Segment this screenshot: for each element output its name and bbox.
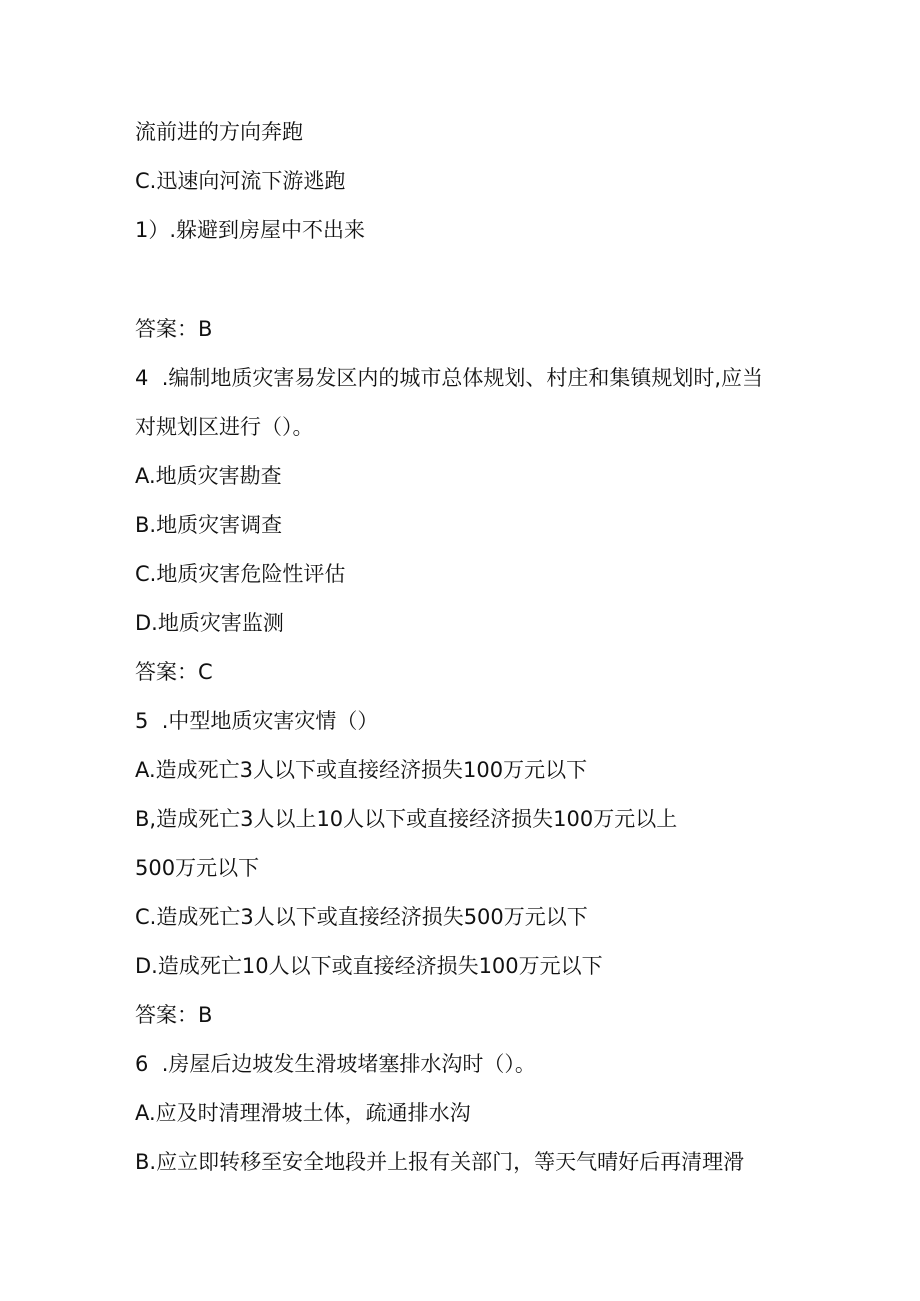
question-5-option-a: A.造成死亡3人以下或直接经济损失100万元以下 [135,758,588,782]
question-6: 6 .房屋后边坡发生滑坡堵塞排水沟时（）。 [135,1052,536,1076]
answer-4: 答案：C [135,660,213,684]
answer-5: 答案：B [135,1003,213,1027]
answer-3: 答案：B [135,317,213,341]
option-c: C.迅速向河流下游逃跑 [135,169,346,193]
question-4-line-2: 对规划区进行（）。 [135,415,314,439]
option-d: 1）.躲避到房屋中不出来 [135,218,366,242]
question-4-option-c: C.地质灾害危险性评估 [135,562,346,586]
question-5-option-b-line-2: 500万元以下 [135,856,260,880]
question-4-option-d: D.地质灾害监测 [135,611,284,635]
question-4-line-1: 4 .编制地质灾害易发区内的城市总体规划、村庄和集镇规划时,应当 [135,366,764,390]
question-5: 5 .中型地质灾害灾情（） [135,709,379,733]
question-4-option-a: A.地质灾害勘查 [135,464,282,488]
question-6-option-b: B.应立即转移至安全地段并上报有关部门，等天气晴好后再清理滑 [135,1150,745,1174]
question-5-option-d: D.造成死亡10人以下或直接经济损失100万元以下 [135,954,603,978]
question-4-option-b: B.地质灾害调查 [135,513,283,537]
text-line-continuation: 流前进的方向奔跑 [135,120,303,144]
question-5-option-c: C.造成死亡3人以下或直接经济损失500万元以下 [135,905,588,929]
question-5-option-b-line-1: B,造成死亡3人以上10人以下或直接经济损失100万元以上 [135,807,678,831]
question-6-option-a: A.应及时清理滑坡土体，疏通排水沟 [135,1101,471,1125]
